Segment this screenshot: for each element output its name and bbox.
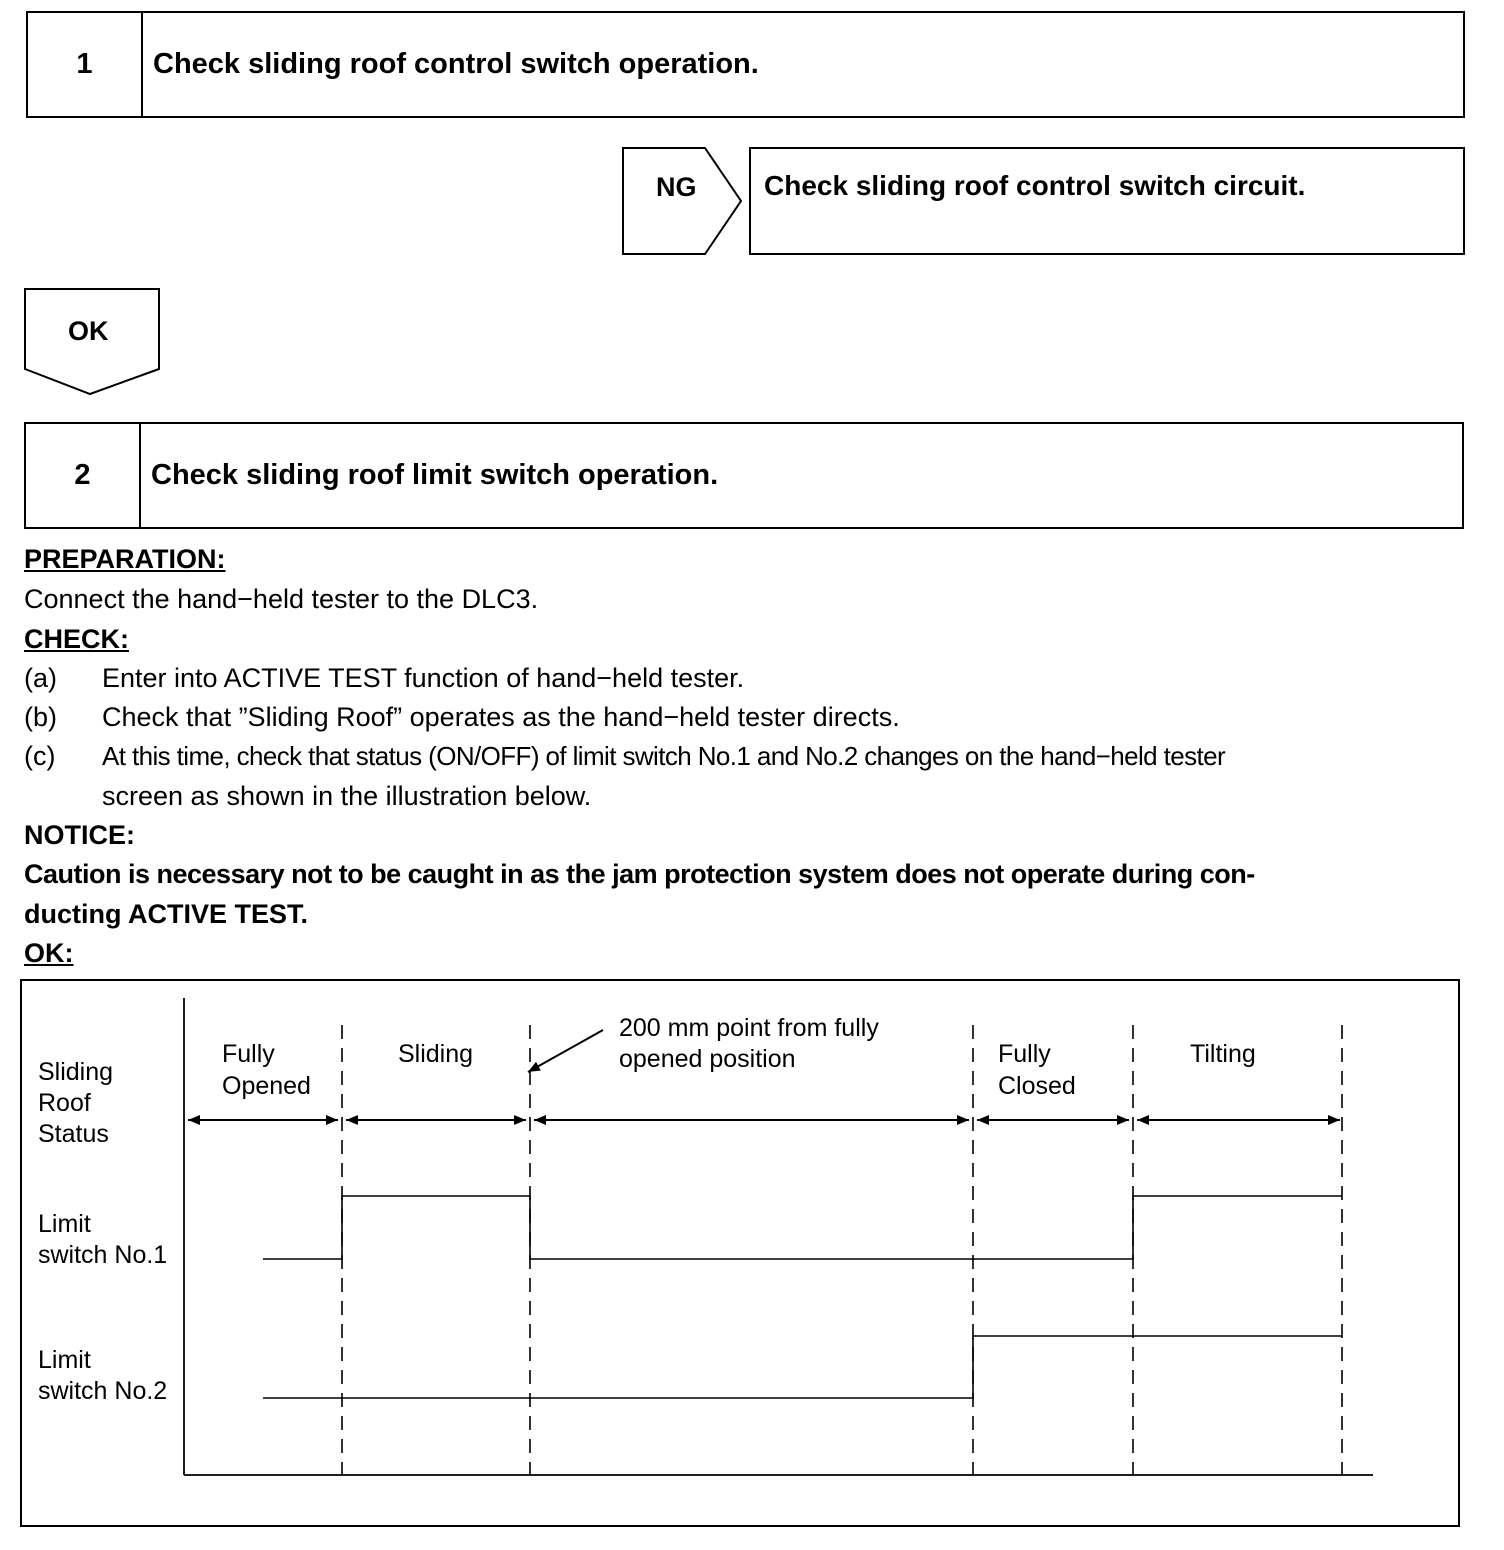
preparation-text: Connect the hand−held tester to the DLC3.: [24, 584, 539, 614]
check-heading: CHECK:: [24, 624, 129, 654]
check-item-c-text-line1: At this time, check that status (ON/OFF) of limit switch No.1 and No.2 changes on the hand−held tester: [102, 741, 1226, 771]
flow-shapes: [0, 0, 1504, 420]
phase-sliding: Sliding: [398, 1040, 474, 1068]
step-2-box: [24, 422, 1464, 529]
label-status-line1: Sliding: [38, 1058, 114, 1086]
label-limit1-line2: switch No.1: [38, 1241, 168, 1269]
phase-fully-opened-line1: Fully: [222, 1040, 275, 1068]
preparation-heading: PREPARATION:: [24, 544, 226, 574]
step-1-title: Check sliding roof control switch operation.: [153, 48, 759, 80]
ok-heading: OK:: [24, 938, 74, 968]
notice-line1: Caution is necessary not to be caught in as the jam protection system does not operate during con-: [24, 859, 1255, 889]
label-status-line2: Roof: [38, 1089, 91, 1117]
phase-fully-closed-line2: Closed: [998, 1072, 1076, 1100]
ng-action-text: Check sliding roof control switch circuit.: [764, 170, 1306, 201]
check-item-a-marker: (a): [24, 663, 57, 693]
label-limit2-line1: Limit: [38, 1346, 91, 1374]
label-status-line3: Status: [38, 1120, 109, 1148]
notice-line2: ducting ACTIVE TEST.: [24, 899, 309, 929]
step-1-number: 1: [28, 13, 143, 116]
check-item-b-text: Check that ”Sliding Roof” operates as the hand−held tester directs.: [102, 702, 900, 732]
label-limit1-line1: Limit: [38, 1210, 91, 1238]
ng-label: NG: [656, 172, 697, 202]
phase-tilting: Tilting: [1190, 1040, 1256, 1068]
step-2-title: Check sliding roof limit switch operation.: [151, 459, 719, 491]
label-limit2-line2: switch No.2: [38, 1377, 168, 1405]
ng-action-box: [750, 148, 1464, 254]
check-item-c-marker: (c): [24, 741, 56, 771]
phase-fully-closed-line1: Fully: [998, 1040, 1051, 1068]
phase-200mm-line1: 200 mm point from fully: [619, 1014, 879, 1042]
notice-heading: NOTICE:: [24, 820, 135, 850]
check-item-a-text: Enter into ACTIVE TEST function of hand−held tester.: [102, 663, 745, 693]
timing-diagram-frame: [20, 979, 1460, 1527]
phase-fully-opened-line2: Opened: [222, 1072, 311, 1100]
step-2-number: 2: [26, 424, 141, 527]
check-item-b-marker: (b): [24, 702, 57, 732]
ok-label: OK: [68, 316, 109, 346]
check-item-c-text-line2: screen as shown in the illustration below.: [102, 781, 592, 811]
phase-200mm-line2: opened position: [619, 1045, 796, 1073]
